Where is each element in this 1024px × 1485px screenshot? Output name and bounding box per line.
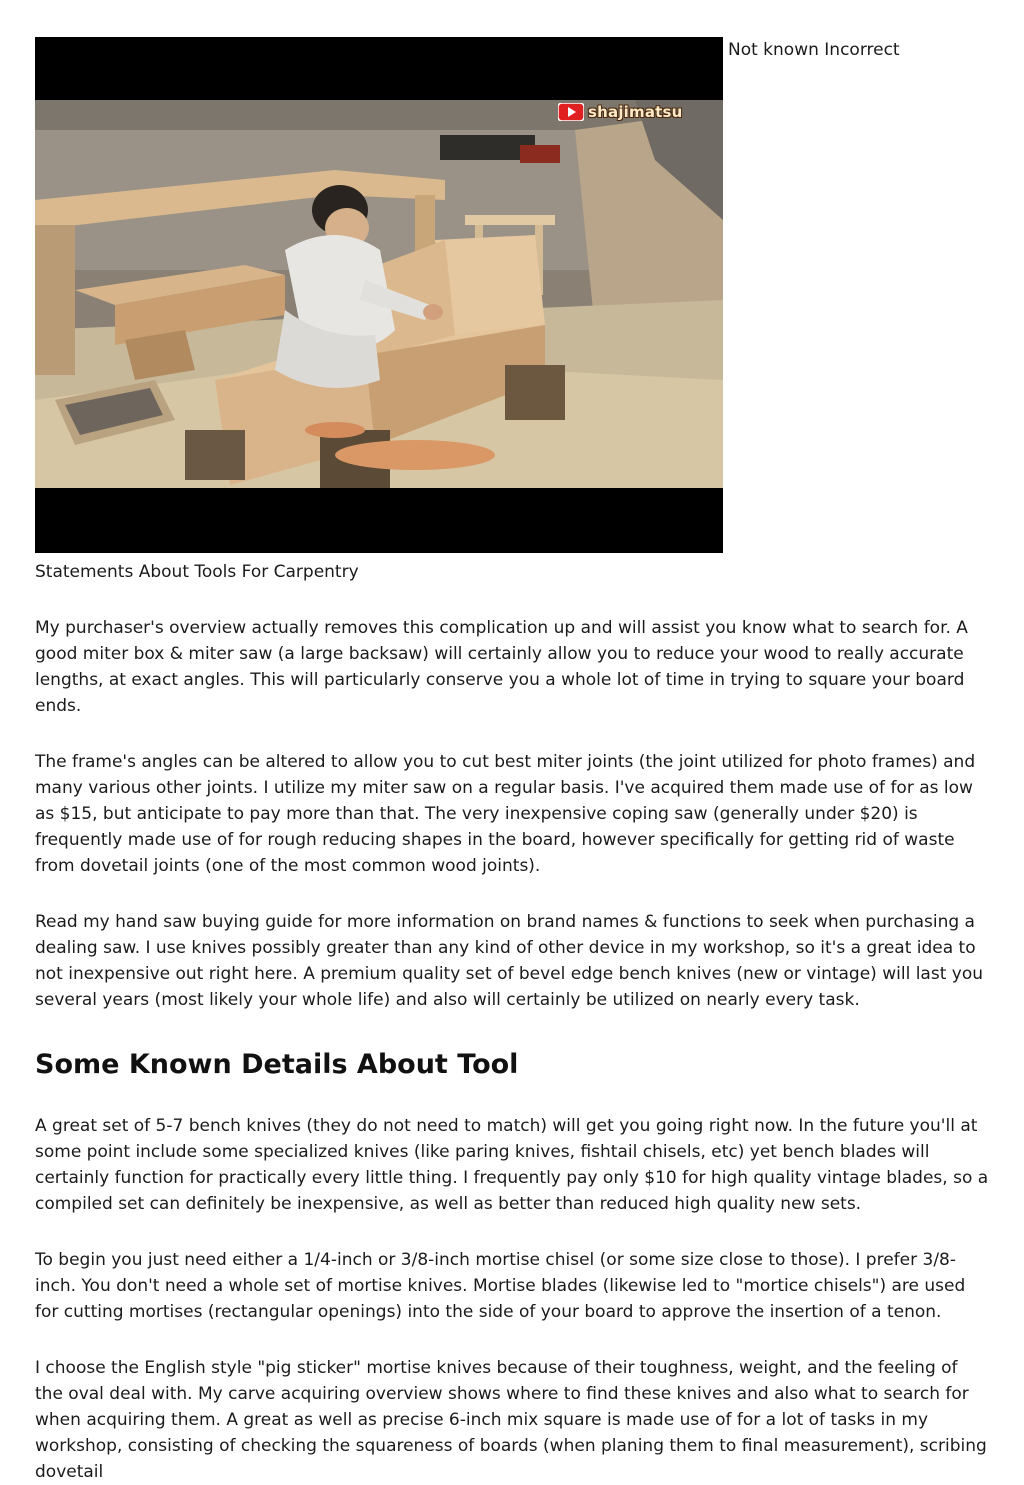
- paragraph: I choose the English style "pig sticker" mortise knives because of their toughness, weight, and the feeling of the oval deal with. My carve acquiring overview shows where to find these knives and also what to search for when acquiring them. A great as well as precise 6-inch mix square is made use of for a lot of tasks in my workshop, consisting of checking the squareness of boards (when planing them to final measurement), scribing dovetail: [35, 1358, 987, 1482]
- paragraph: My purchaser's overview actually removes this complication up and will assist you know what to search for. A good miter box & miter saw (a large backsaw) will certainly allow you to reduce your wood to really accurate lengths, at exact angles. This will particularly conserve you a whole lot of time in trying to square your board ends.: [35, 618, 968, 716]
- carpenter-workshop-image: [35, 100, 723, 488]
- paragraph: A great set of 5-7 bench knives (they do not need to match) will get you going right now. In the future you'll at some point include some specialized knives (like paring knives, fishtail chisels, etc) yet bench blades will certainly function for practically every little thing. I frequently pay only $10 for high quality vintage blades, so a compiled set can definitely be inexpensive, as well as better than reduced high quality new sets.: [35, 1116, 989, 1214]
- paragraph: To begin you just need either a 1/4-inch or 3/8-inch mortise chisel (or some size close to those). I prefer 3/8-inch. You don't need a whole set of mortise knives. Mortise blades (likewise led to "mortice chisels") are used for cutting mortises (rectangular openings) into the side of your board to approve the insertion of a tenon.: [35, 1250, 966, 1322]
- section-heading: Some Known Details About Tool: [35, 1049, 519, 1080]
- workshop-photo: [35, 100, 723, 488]
- paragraph: Read my hand saw buying guide for more information on brand names & functions to seek when purchasing a dealing saw. I use knives possibly greater than any kind of other device in my workshop, so it's a great idea to not inexpensive out right here. A premium quality set of bevel edge bench knives (new or vintage) will last you several years (most likely your whole life) and also will certainly be utilized on nearly every task.: [35, 912, 983, 1010]
- youtube-play-icon: [558, 103, 584, 121]
- paragraph: The frame's angles can be altered to allow you to cut best miter joints (the joint utilized for photo frames) and many various other joints. I utilize my miter saw on a regular basis. I've acquired them made use of for as low as $15, but anticipate to pay more than that. The very inexpensive coping saw (generally under $20) is frequently made use of for rough reducing shapes in the board, however specifically for getting rid of waste from dovetail joints (one of the most common wood joints).: [35, 752, 976, 876]
- media-caption: Statements About Tools For Carpentry: [35, 562, 359, 582]
- side-text: Not known Incorrect: [728, 40, 900, 60]
- channel-watermark: [558, 103, 683, 121]
- video-player[interactable]: [35, 37, 723, 553]
- article: [35, 37, 990, 1485]
- watermark-text: shajimatsu: [588, 103, 683, 121]
- media-block: [35, 37, 990, 553]
